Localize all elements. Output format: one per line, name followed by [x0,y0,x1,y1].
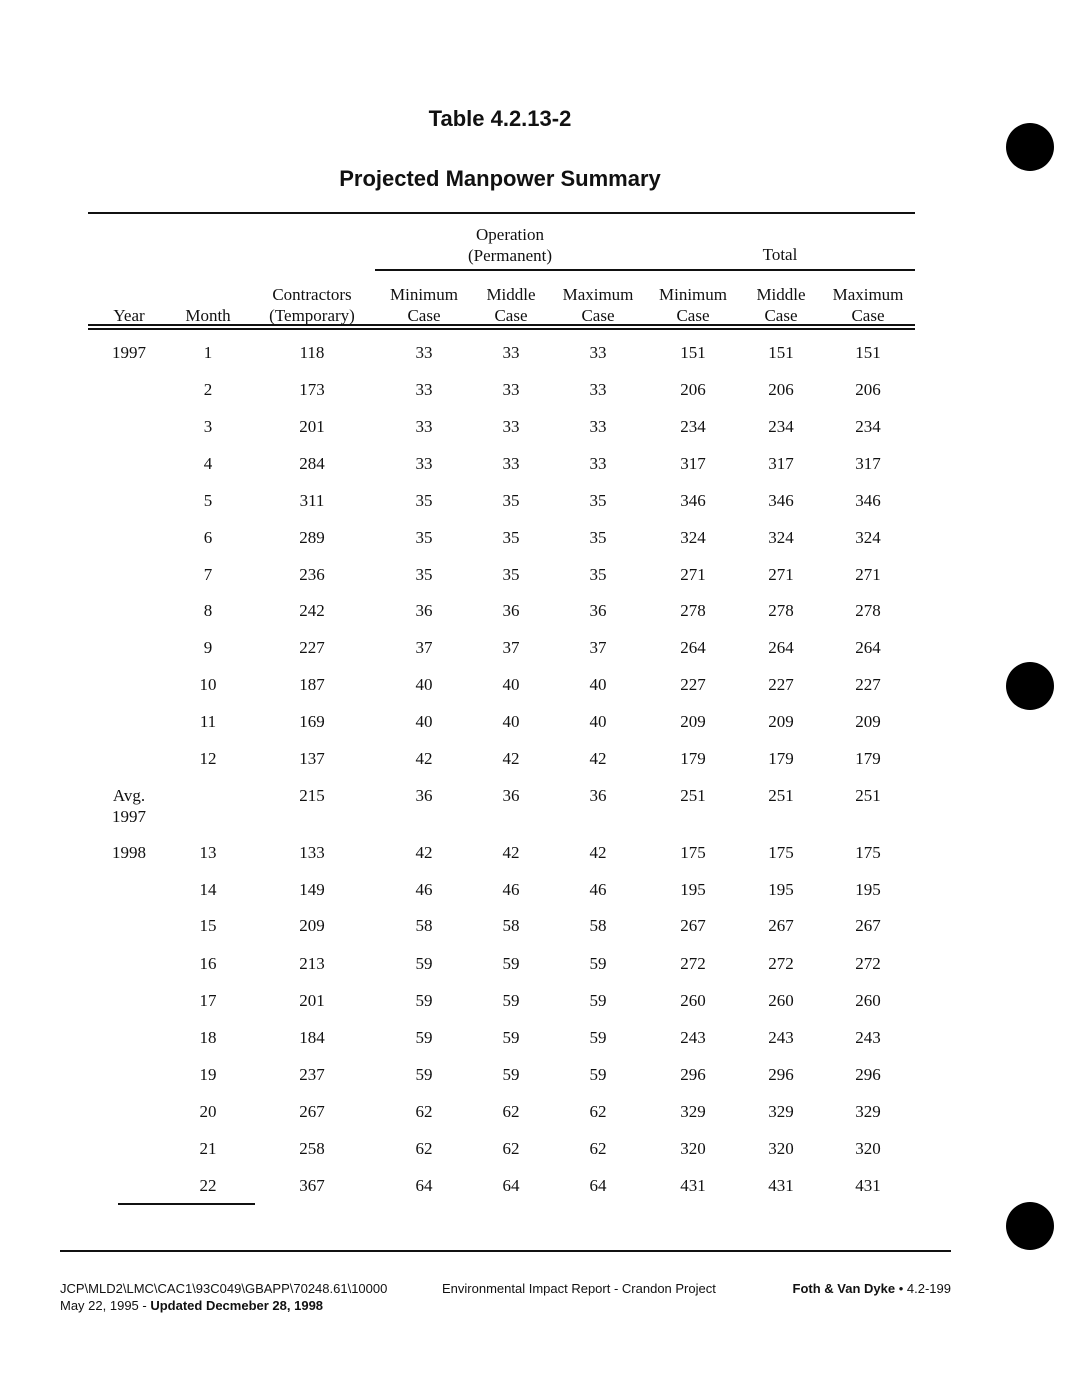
total-middle-cell: 251 [768,786,794,805]
operation-group-header: Operation (Permanent) [467,225,553,265]
operation-minimum-cell: 59 [415,991,433,1010]
total-maximum-case-header: Maximum Case [832,285,904,325]
operation-minimum-cell: 42 [415,749,433,768]
footer-date-prefix: May 22, 1995 - [60,1298,151,1313]
operation-minimum-case-header: Minimum Case [389,285,458,325]
operation-minimum-cell: 35 [415,491,433,510]
total-minimum-cell: 195 [680,880,706,899]
footer-firm: Foth & Van Dyke [792,1281,896,1296]
operation-middle-cell: 64 [502,1176,520,1195]
operation-middle-cell: 59 [502,1065,520,1084]
contractors-cell: 169 [299,712,325,731]
operation-maximum-cell: 46 [589,880,607,899]
operation-minimum-cell: 59 [415,1028,433,1047]
total-middle-cell: 320 [768,1139,794,1158]
total-minimum-cell: 431 [680,1176,706,1195]
year-cell: Avg. [112,786,146,805]
operation-middle-cell: 59 [502,954,520,973]
total-minimum-cell: 278 [680,601,706,620]
operation-middle-cell: 62 [502,1102,520,1121]
operation-minimum-cell: 35 [415,565,433,584]
month-cell: 15 [199,916,217,935]
total-middle-cell: 271 [768,565,794,584]
total-minimum-cell: 271 [680,565,706,584]
operation-maximum-cell: 35 [589,528,607,547]
contractors-cell: 237 [299,1065,325,1084]
total-minimum-cell: 317 [680,454,706,473]
operation-maximum-cell: 59 [589,1065,607,1084]
month-cell: 17 [199,991,217,1010]
header-double-rule-bottom [88,328,915,330]
total-middle-cell: 209 [768,712,794,731]
operation-middle-cell: 42 [502,843,520,862]
contractors-cell: 242 [299,601,325,620]
operation-maximum-cell: 33 [589,454,607,473]
operation-minimum-cell: 37 [415,638,433,657]
operation-maximum-cell: 59 [589,991,607,1010]
footer-rule [60,1250,951,1252]
month-cell: 18 [199,1028,217,1047]
contractors-cell: 137 [299,749,325,768]
total-maximum-cell: 329 [855,1102,881,1121]
month-cell: 4 [203,454,213,473]
contractors-cell: 311 [299,491,325,510]
operation-minimum-cell: 40 [415,675,433,694]
total-minimum-cell: 206 [680,380,706,399]
contractors-cell: 187 [299,675,325,694]
total-minimum-cell: 175 [680,843,706,862]
total-middle-cell: 175 [768,843,794,862]
operation-maximum-cell: 40 [589,712,607,731]
operation-minimum-cell: 62 [415,1102,433,1121]
operation-middle-cell: 33 [502,343,520,362]
operation-minimum-cell: 59 [415,954,433,973]
operation-minimum-cell: 36 [415,601,433,620]
operation-maximum-cell: 33 [589,417,607,436]
total-minimum-cell: 346 [680,491,706,510]
total-middle-cell: 329 [768,1102,794,1121]
total-middle-case-header: Middle Case [756,285,806,325]
operation-minimum-cell: 46 [415,880,433,899]
top-rule [88,212,915,214]
contractors-cell: 367 [299,1176,325,1195]
total-maximum-cell: 317 [855,454,881,473]
operation-maximum-case-header: Maximum Case [562,285,634,325]
operation-minimum-cell: 33 [415,454,433,473]
operation-maximum-cell: 62 [589,1102,607,1121]
group-rule [375,269,915,271]
total-minimum-cell: 209 [680,712,706,731]
operation-minimum-cell: 62 [415,1139,433,1158]
table-title: Projected Manpower Summary [339,166,661,191]
total-middle-cell: 264 [768,638,794,657]
operation-minimum-cell: 36 [415,786,433,805]
total-minimum-cell: 329 [680,1102,706,1121]
operation-middle-case-header: Middle Case [486,285,536,325]
operation-middle-cell: 46 [502,880,520,899]
operation-middle-cell: 33 [502,454,520,473]
contractors-cell: 215 [299,786,325,805]
month-cell: 16 [199,954,217,973]
table-end-rule [118,1203,255,1205]
total-maximum-cell: 179 [855,749,881,768]
total-middle-cell: 296 [768,1065,794,1084]
total-minimum-cell: 264 [680,638,706,657]
total-maximum-cell: 320 [855,1139,881,1158]
operation-minimum-cell: 33 [415,417,433,436]
total-minimum-cell: 272 [680,954,706,973]
year-cell-second-line: 1997 [112,807,146,826]
operation-maximum-cell: 59 [589,1028,607,1047]
operation-minimum-cell: 35 [415,528,433,547]
total-maximum-cell: 267 [855,916,881,935]
month-cell: 14 [199,880,217,899]
operation-middle-cell: 59 [502,991,520,1010]
total-maximum-cell: 195 [855,880,881,899]
total-maximum-cell: 251 [855,786,881,805]
contractors-cell: 118 [299,343,325,362]
total-middle-cell: 260 [768,991,794,1010]
contractors-header: Contractors (Temporary) [269,285,355,325]
total-minimum-cell: 296 [680,1065,706,1084]
operation-middle-cell: 36 [502,786,520,805]
month-cell: 6 [203,528,213,547]
total-maximum-cell: 296 [855,1065,881,1084]
month-cell: 3 [203,417,213,436]
total-maximum-cell: 234 [855,417,881,436]
binder-hole-bottom [1006,1202,1054,1250]
total-maximum-cell: 175 [855,843,881,862]
month-cell: 19 [199,1065,217,1084]
total-middle-cell: 195 [768,880,794,899]
table-number: Table 4.2.13-2 [428,106,572,131]
total-middle-cell: 179 [768,749,794,768]
operation-minimum-cell: 58 [415,916,433,935]
operation-maximum-cell: 37 [589,638,607,657]
month-cell: 12 [199,749,217,768]
total-middle-cell: 278 [768,601,794,620]
contractors-cell: 267 [299,1102,325,1121]
operation-maximum-cell: 64 [589,1176,607,1195]
month-cell: 22 [199,1176,217,1195]
operation-minimum-cell: 64 [415,1176,433,1195]
total-middle-cell: 243 [768,1028,794,1047]
month-cell: 13 [199,843,217,862]
contractors-cell: 289 [299,528,325,547]
total-minimum-cell: 267 [680,916,706,935]
contractors-cell: 258 [299,1139,325,1158]
total-minimum-cell: 324 [680,528,706,547]
total-minimum-case-header: Minimum Case [658,285,727,325]
footer-date [60,1297,323,1314]
total-minimum-cell: 320 [680,1139,706,1158]
total-middle-cell: 272 [768,954,794,973]
operation-middle-cell: 35 [502,565,520,584]
contractors-cell: 149 [299,880,325,899]
operation-minimum-cell: 33 [415,343,433,362]
total-maximum-cell: 278 [855,601,881,620]
total-maximum-cell: 271 [855,565,881,584]
contractors-cell: 201 [299,991,325,1010]
total-minimum-cell: 179 [680,749,706,768]
total-minimum-cell: 243 [680,1028,706,1047]
operation-minimum-cell: 33 [415,380,433,399]
footer-date-updated: Updated Decmeber 28, 1998 [150,1298,324,1313]
operation-middle-cell: 33 [502,417,520,436]
month-cell: 8 [203,601,213,620]
total-minimum-cell: 260 [680,991,706,1010]
month-cell: 9 [203,638,213,657]
operation-minimum-cell: 59 [415,1065,433,1084]
year-cell: 1998 [112,843,146,862]
total-maximum-cell: 431 [855,1176,881,1195]
binder-hole-top [1006,123,1054,171]
operation-middle-cell: 62 [502,1139,520,1158]
total-middle-cell: 151 [768,343,794,362]
operation-middle-cell: 35 [502,528,520,547]
total-minimum-cell: 251 [680,786,706,805]
year-cell: 1997 [112,343,146,362]
operation-maximum-cell: 42 [589,843,607,862]
operation-middle-cell: 42 [502,749,520,768]
total-middle-cell: 346 [768,491,794,510]
month-cell: 11 [199,712,217,731]
operation-maximum-cell: 42 [589,749,607,768]
binder-hole-middle [1006,662,1054,710]
operation-maximum-cell: 36 [589,601,607,620]
month-cell: 1 [203,343,213,362]
footer-file-path: JCP\MLD2\LMC\CAC1\93C049\GBAPP\70248.61\10000 [60,1281,388,1296]
footer-page-number: • 4.2-199 [895,1281,951,1296]
operation-middle-cell: 40 [502,712,520,731]
total-minimum-cell: 151 [680,343,706,362]
month-header: Month [185,306,231,325]
operation-maximum-cell: 58 [589,916,607,935]
contractors-cell: 173 [299,380,325,399]
operation-maximum-cell: 35 [589,565,607,584]
total-middle-cell: 234 [768,417,794,436]
contractors-cell: 236 [299,565,325,584]
total-maximum-cell: 272 [855,954,881,973]
total-middle-cell: 206 [768,380,794,399]
footer-firm-page [793,1280,951,1297]
total-group-header: Total [762,245,798,264]
operation-maximum-cell: 36 [589,786,607,805]
total-maximum-cell: 346 [855,491,881,510]
operation-middle-cell: 59 [502,1028,520,1047]
operation-maximum-cell: 59 [589,954,607,973]
operation-middle-cell: 58 [502,916,520,935]
operation-maximum-cell: 35 [589,491,607,510]
contractors-cell: 209 [299,916,325,935]
contractors-cell: 213 [299,954,325,973]
month-cell: 21 [199,1139,217,1158]
contractors-cell: 227 [299,638,325,657]
contractors-cell: 284 [299,454,325,473]
total-middle-cell: 267 [768,916,794,935]
total-maximum-cell: 209 [855,712,881,731]
month-cell: 5 [203,491,213,510]
operation-middle-cell: 36 [502,601,520,620]
contractors-cell: 201 [299,417,325,436]
footer-report-name: Environmental Impact Report - Crandon Project [442,1281,716,1296]
operation-middle-cell: 35 [502,491,520,510]
total-minimum-cell: 227 [680,675,706,694]
month-cell: 7 [203,565,213,584]
month-cell: 2 [203,380,213,399]
operation-maximum-cell: 62 [589,1139,607,1158]
total-middle-cell: 324 [768,528,794,547]
total-maximum-cell: 227 [855,675,881,694]
total-maximum-cell: 206 [855,380,881,399]
month-cell: 10 [199,675,217,694]
operation-middle-cell: 33 [502,380,520,399]
operation-minimum-cell: 42 [415,843,433,862]
total-maximum-cell: 151 [855,343,881,362]
total-middle-cell: 317 [768,454,794,473]
operation-middle-cell: 37 [502,638,520,657]
total-minimum-cell: 234 [680,417,706,436]
contractors-cell: 133 [299,843,325,862]
operation-maximum-cell: 33 [589,380,607,399]
year-header: Year [113,306,145,325]
total-maximum-cell: 324 [855,528,881,547]
total-maximum-cell: 264 [855,638,881,657]
operation-middle-cell: 40 [502,675,520,694]
total-maximum-cell: 260 [855,991,881,1010]
operation-maximum-cell: 40 [589,675,607,694]
total-middle-cell: 431 [768,1176,794,1195]
total-maximum-cell: 243 [855,1028,881,1047]
total-middle-cell: 227 [768,675,794,694]
month-cell: 20 [199,1102,217,1121]
operation-minimum-cell: 40 [415,712,433,731]
contractors-cell: 184 [299,1028,325,1047]
operation-maximum-cell: 33 [589,343,607,362]
